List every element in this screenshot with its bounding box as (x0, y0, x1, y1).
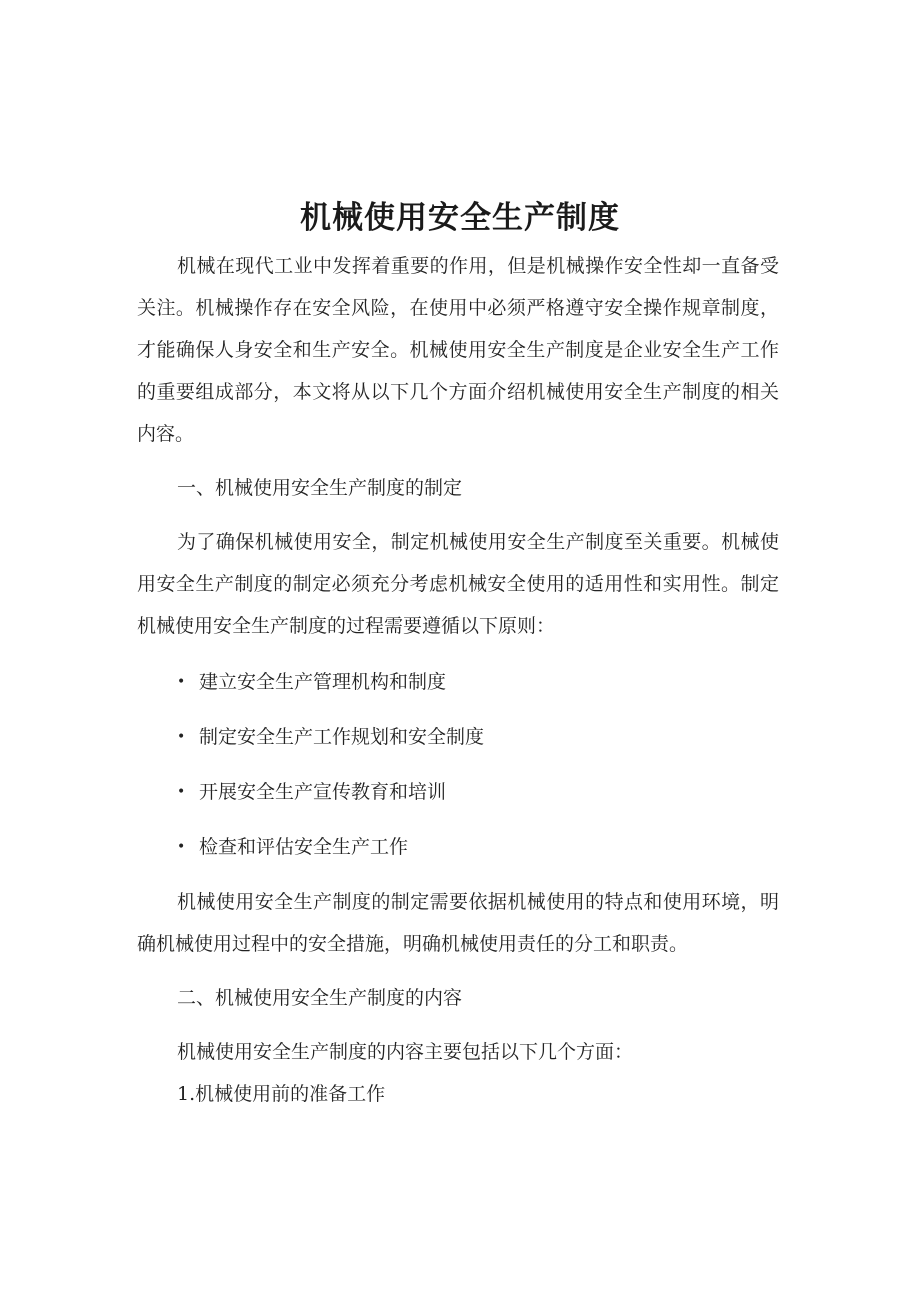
bullet-icon: • (177, 729, 186, 745)
list-item (137, 771, 779, 813)
bullet-icon: • (177, 674, 186, 690)
bullet-icon: • (177, 839, 186, 855)
list-item-text: 制定安全生产工作规划和安全制度 (199, 726, 485, 748)
principles-list (137, 661, 779, 868)
section1-heading: 一、机械使用安全生产制度的制定 (177, 477, 463, 499)
section1-paragraph: 为了确保机械使用安全，制定机械使用安全生产制度至关重要。机械使用安全生产制度的制定必须充分考虑机械安全使用的适用性和实用性。制定机械使用安全生产制度的过程需要遵循以下原则： (137, 531, 779, 637)
section1-closing-paragraph: 机械使用安全生产制度的制定需要依据机械使用的特点和使用环境，明确机械使用过程中的安全措施，明确机械使用责任的分工和职责。 (137, 891, 779, 955)
document-body (137, 245, 779, 1115)
section2-paragraph: 机械使用安全生产制度的内容主要包括以下几个方面： (177, 1041, 634, 1063)
bullet-icon: • (177, 784, 186, 800)
section2-heading: 二、机械使用安全生产制度的内容 (177, 987, 463, 1009)
list-item (137, 826, 779, 868)
list-item-text: 开展安全生产宣传教育和培训 (199, 781, 447, 803)
list-item (137, 716, 779, 758)
item1-heading: 1.机械使用前的准备工作 (177, 1083, 386, 1105)
document-title: 机械使用安全生产制度 (300, 200, 620, 236)
list-item-text: 建立安全生产管理机构和制度 (199, 671, 447, 693)
intro-paragraph: 机械在现代工业中发挥着重要的作用，但是机械操作安全性却一直备受关注。机械操作存在安全风险，在使用中必须严格遵守安全操作规章制度，才能确保人身安全和生产安全。机械使用安全生产制度是企业安全生产工作的重要组成部分，本文将从以下几个方面介绍机械使用安全生产制度的相关内容。 (137, 255, 779, 445)
list-item-text: 检查和评估安全生产工作 (199, 836, 409, 858)
list-item (137, 661, 779, 703)
